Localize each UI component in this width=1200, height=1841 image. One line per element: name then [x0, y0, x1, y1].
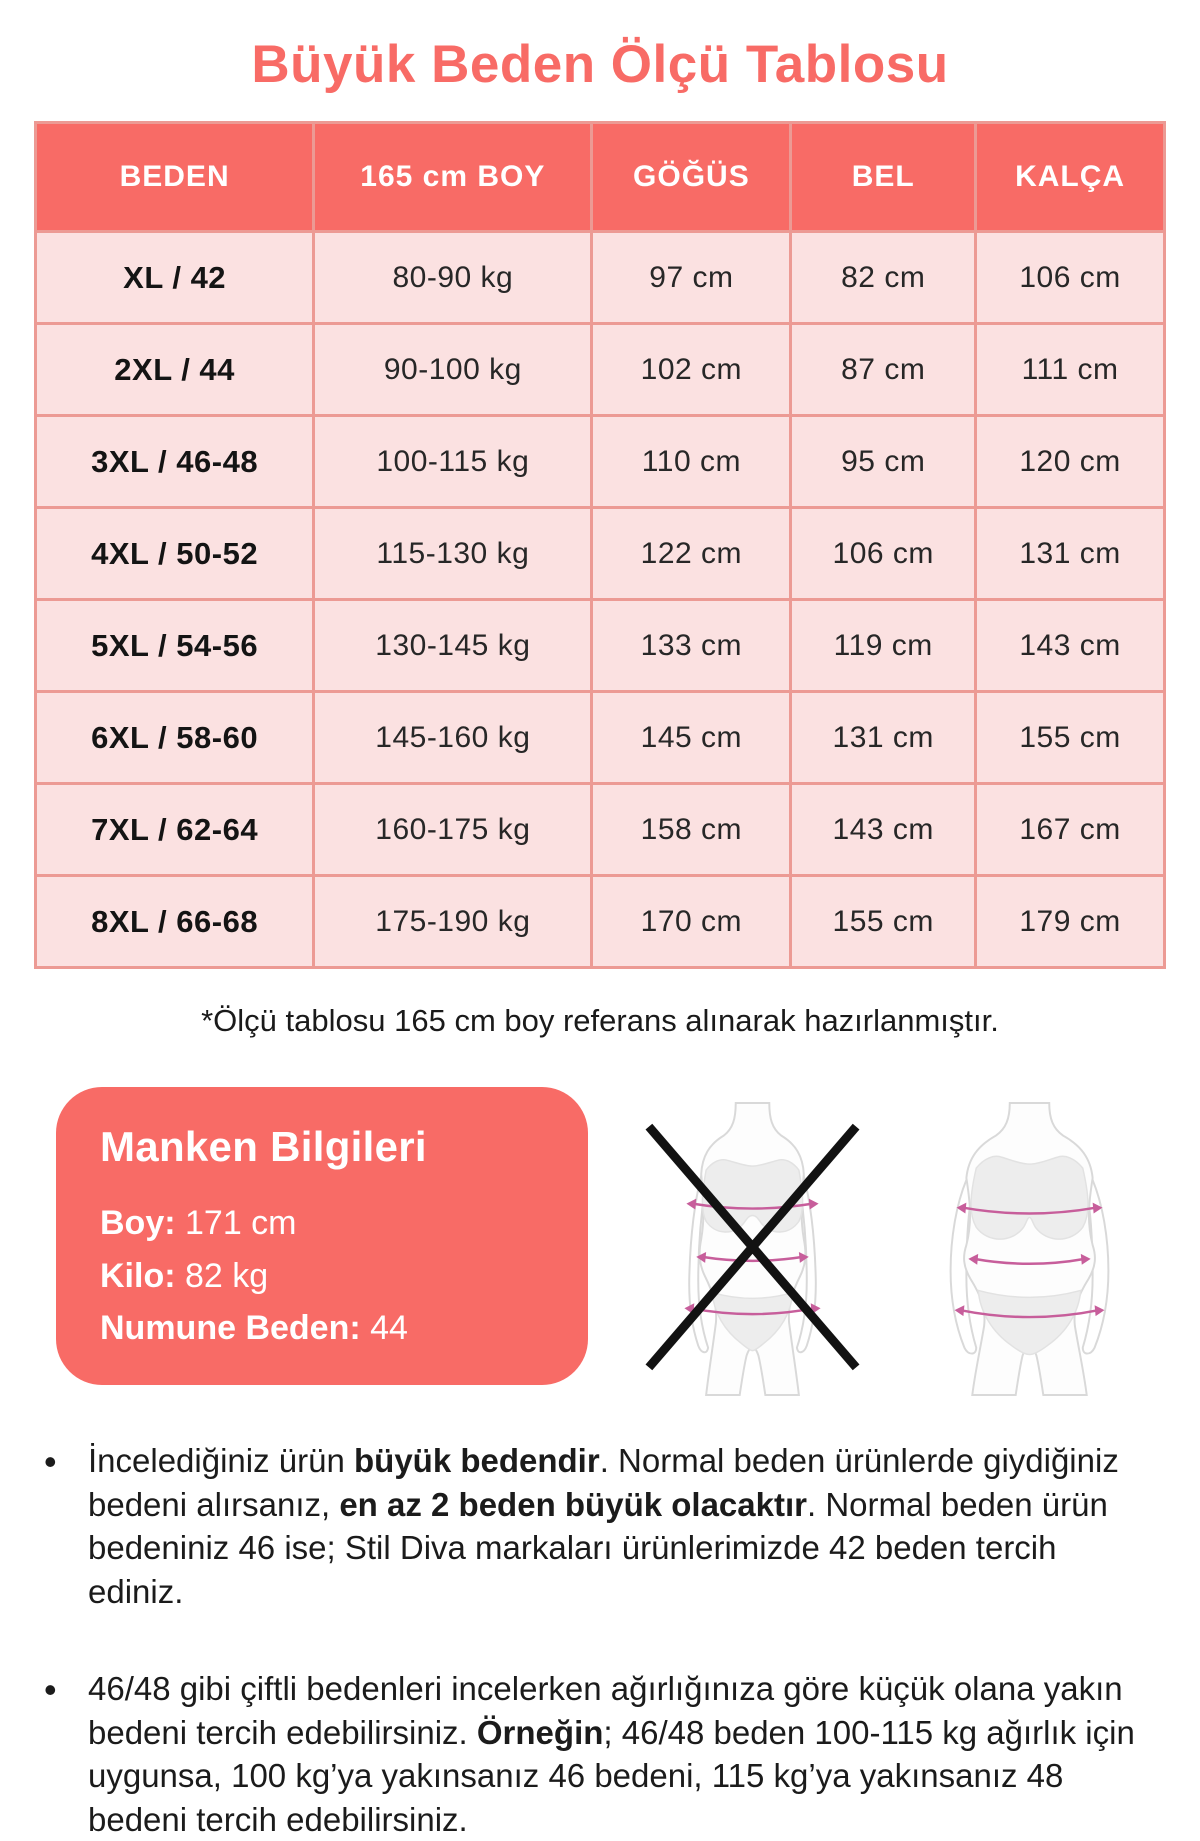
page-title: Büyük Beden Ölçü Tablosu [251, 35, 949, 94]
table-note: *Ölçü tablosu 165 cm boy referans alınarak hazırlanmıştır. [201, 1003, 999, 1038]
measure-value-cell: 106 cm [976, 232, 1165, 324]
model-info-field: Numune Beden: 44 [100, 1309, 408, 1348]
measure-value-cell: 80-90 kg [314, 232, 592, 324]
table-row [36, 232, 1165, 324]
size-label-cell: 4XL / 50-52 [36, 508, 314, 600]
model-info-fields [100, 1197, 544, 1355]
measure-value-cell: 82 cm [791, 232, 976, 324]
measure-value-cell: 106 cm [791, 508, 976, 600]
measure-value-cell: 131 cm [791, 692, 976, 784]
measure-value-cell: 110 cm [592, 416, 791, 508]
table-row [36, 324, 1165, 416]
bullet-item: • İncelediğiniz ürün büyük bedendir. Normal beden ürünlerde giydiğiniz bedeni alırsanız, en az 2 beden büyük olacaktır. Normal beden ürün bedeniniz 46 ise; Stil Diva markaları ürünlerimizde 42 beden tercih ediniz. [42, 1439, 1158, 1613]
table-row [36, 876, 1165, 968]
measure-value-cell: 122 cm [592, 508, 791, 600]
column-header: KALÇA [976, 123, 1165, 232]
table-row [36, 416, 1165, 508]
measure-value-cell: 131 cm [976, 508, 1165, 600]
measure-value-cell: 120 cm [976, 416, 1165, 508]
model-info-section [56, 1087, 1186, 1389]
measure-value-cell: 158 cm [592, 784, 791, 876]
measure-value-cell: 115-130 kg [314, 508, 592, 600]
size-label-cell: XL / 42 [36, 232, 314, 324]
column-header: BEL [791, 123, 976, 232]
measure-value-cell: 155 cm [791, 876, 976, 968]
model-info-field: Boy: 171 cm [100, 1204, 297, 1242]
measure-value-cell: 145 cm [592, 692, 791, 784]
measure-value-cell: 160-175 kg [314, 784, 592, 876]
measure-value-cell: 143 cm [976, 600, 1165, 692]
measure-value-cell: 95 cm [791, 416, 976, 508]
plus-size-body-figure [921, 1101, 1138, 1402]
measure-value-cell: 175-190 kg [314, 876, 592, 968]
size-guide-bullets [42, 1439, 1158, 1841]
size-label-cell: 3XL / 46-48 [36, 416, 314, 508]
bullet-item: • 46/48 gibi çiftli bedenleri incelerken ağırlığınıza göre küçük olana yakın bedeni tercih edebilirsiniz. Örneğin; 46/48 beden 100-115 kg ağırlık için uygunsa, 100 kg’ya yakınsanız 46 bedeni, 115 kg’ya yakınsanız 48 bedeni tercih edebilirsiniz. [42, 1667, 1158, 1841]
size-label-cell: 6XL / 58-60 [36, 692, 314, 784]
measure-value-cell: 87 cm [791, 324, 976, 416]
model-info-card [56, 1087, 588, 1385]
column-header: 165 cm BOY [314, 123, 592, 232]
measure-value-cell: 145-160 kg [314, 692, 592, 784]
plus-body-figure-icon [921, 1101, 1138, 1397]
measure-value-cell: 133 cm [592, 600, 791, 692]
measure-value-cell: 130-145 kg [314, 600, 592, 692]
slim-body-figure-icon [637, 1101, 869, 1397]
table-row [36, 784, 1165, 876]
size-label-cell: 2XL / 44 [36, 324, 314, 416]
column-header: GÖĞÜS [592, 123, 791, 232]
measurement-figures [588, 1087, 1186, 1402]
measure-value-cell: 167 cm [976, 784, 1165, 876]
size-label-cell: 8XL / 66-68 [36, 876, 314, 968]
measure-value-cell: 100-115 kg [314, 416, 592, 508]
table-row [36, 600, 1165, 692]
measure-value-cell: 179 cm [976, 876, 1165, 968]
table-row [36, 508, 1165, 600]
measure-value-cell: 170 cm [592, 876, 791, 968]
measure-value-cell: 143 cm [791, 784, 976, 876]
measure-value-cell: 97 cm [592, 232, 791, 324]
size-label-cell: 5XL / 54-56 [36, 600, 314, 692]
size-table-body [36, 232, 1165, 968]
size-table-header-row [36, 123, 1165, 232]
column-header: BEDEN [36, 123, 314, 232]
size-table [34, 121, 1166, 969]
table-row [36, 692, 1165, 784]
crossed-out-slim-body-figure [637, 1101, 869, 1402]
model-info-title: Manken Bilgileri [100, 1123, 427, 1170]
measure-value-cell: 102 cm [592, 324, 791, 416]
measure-value-cell: 90-100 kg [314, 324, 592, 416]
size-label-cell: 7XL / 62-64 [36, 784, 314, 876]
measure-value-cell: 119 cm [791, 600, 976, 692]
measure-value-cell: 111 cm [976, 324, 1165, 416]
measure-value-cell: 155 cm [976, 692, 1165, 784]
model-info-field: Kilo: 82 kg [100, 1256, 269, 1295]
